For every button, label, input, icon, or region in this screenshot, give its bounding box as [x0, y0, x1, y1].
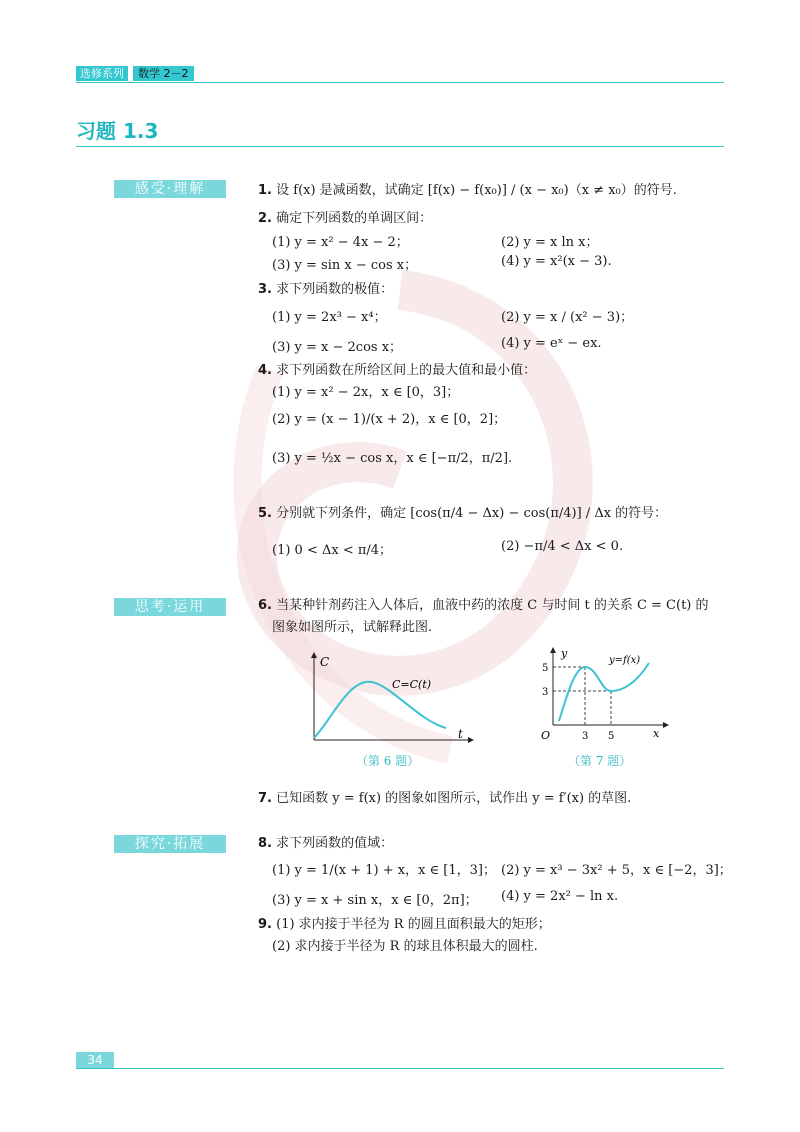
problem-text: 当某种针剂药注入人体后，血液中药的浓度 C 与时间 t 的关系 C = C(t) 的 [276, 598, 709, 613]
problem-number: 6. [258, 598, 272, 613]
fig6-x-arrow [468, 737, 474, 743]
problem-item: (2) y = x / (x² − 3)； [501, 310, 634, 325]
fig7-caption: （第 7 题） [568, 754, 632, 768]
problem-item: (3) y = x + sin x，x ∈ [0，2π]； [272, 893, 478, 908]
problem-number: 7. [258, 791, 272, 806]
problem-number: 4. [258, 363, 272, 378]
problem-item: (4) y = 2x² − ln x. [501, 889, 619, 904]
problem-2 [258, 207, 432, 226]
footer-rule [76, 1068, 724, 1069]
fig7-curve [559, 663, 649, 721]
problem-text: (1) 求内接于半径为 R 的圆且面积最大的矩形； [276, 917, 551, 932]
header-rule [76, 82, 724, 83]
fig6-y-label: C [320, 655, 330, 669]
fig7-y-label: y [561, 647, 568, 660]
problem-item: (1) y = 2x³ − x⁴； [272, 310, 387, 325]
problem-number: 8. [258, 836, 272, 851]
problem-number: 3. [258, 282, 272, 297]
problem-text: 求下列函数在所给区间上的最大值和最小值： [276, 363, 537, 378]
problem-item: (1) 0 < Δx < π/4； [272, 543, 393, 558]
figure-7 [533, 645, 673, 745]
problem-text: 求下列函数的值域： [276, 836, 394, 851]
problem-item: (2) y = x ln x； [501, 235, 599, 250]
problem-item: (3) y = ½x − cos x，x ∈ [−π/2，π/2]. [272, 451, 513, 466]
problem-7 [258, 787, 631, 806]
problem-1 [258, 179, 677, 198]
problem-item: (1) y = x² − 4x − 2； [272, 235, 409, 250]
problem-number: 5. [258, 506, 272, 521]
problem-item: (2) y = (x − 1)/(x + 2)，x ∈ [0，2]； [272, 412, 507, 427]
fig7-origin: O [541, 729, 551, 742]
fig6-x-label: t [458, 727, 463, 741]
problem-3 [258, 278, 393, 297]
figure-6 [296, 650, 476, 750]
page-number: 34 [76, 1052, 114, 1069]
fig7-tick-y: 5 [542, 663, 549, 674]
problem-text: 求下列函数的极值： [276, 282, 394, 297]
fig7-curve-label: y=f(x) [609, 655, 641, 666]
problem-item: (1) y = 1/(x + 1) + x，x ∈ [1，3]； [272, 863, 496, 878]
fig7-tick-y: 3 [542, 687, 549, 698]
section-label-explore: 探究·拓展 [114, 835, 226, 853]
fig7-x-arrow [663, 722, 669, 728]
fig7-tick-x: 3 [582, 731, 589, 742]
problem-4 [258, 359, 536, 378]
problem-8 [258, 832, 393, 851]
problem-text: 确定下列函数的单调区间： [276, 211, 433, 226]
title-rule [76, 146, 724, 147]
problem-text: 已知函数 y = f(x) 的图象如图所示，试作出 y = f′(x) 的草图. [276, 791, 632, 806]
fig6-curve-label: C=C(t) [392, 678, 432, 691]
problem-5 [258, 502, 667, 521]
problem-item: (4) y = eˣ − ex. [501, 336, 602, 351]
problem-item: (3) y = x − 2cos x； [272, 340, 403, 355]
problem-6 [258, 594, 709, 613]
fig6-y-arrow [311, 652, 317, 658]
problem-item: (2) 求内接于半径为 R 的球且体积最大的圆柱. [272, 939, 538, 954]
section-label-apply: 思考·运用 [114, 598, 226, 616]
problem-9 [258, 913, 551, 932]
problem-item: (4) y = x²(x − 3). [501, 254, 612, 269]
problem-text: 分别就下列条件，确定 [cos(π/4 − Δx) − cos(π/4)] / Δx 的符号： [276, 506, 668, 521]
series-tag: 选修系列 [76, 66, 128, 81]
problem-item: (2) y = x³ − 3x² + 5，x ∈ [−2，3]； [501, 863, 732, 878]
problem-number: 1. [258, 183, 272, 198]
book-tag: 数学 2－2 [133, 66, 194, 81]
problem-item: (2) −π/4 < Δx < 0. [501, 539, 624, 554]
problem-item: (3) y = sin x − cos x； [272, 258, 418, 273]
fig6-caption: （第 6 题） [356, 754, 420, 768]
fig7-y-arrow [550, 647, 556, 653]
problem-6-continued: 图象如图所示，试解释此图. [272, 620, 433, 635]
fig7-x-label: x [653, 727, 660, 740]
problem-item: (1) y = x² − 2x，x ∈ [0，3]； [272, 385, 460, 400]
problem-number: 2. [258, 211, 272, 226]
fig7-tick-x: 5 [608, 731, 615, 742]
problem-number: 9. [258, 917, 272, 932]
problem-text: 设 f(x) 是减函数，试确定 [f(x) − f(x₀)] / (x − x₀)（x ≠ x₀）的符号. [276, 183, 677, 198]
page-title: 习题 1.3 [76, 119, 159, 143]
section-label-understand: 感受·理解 [114, 180, 226, 198]
